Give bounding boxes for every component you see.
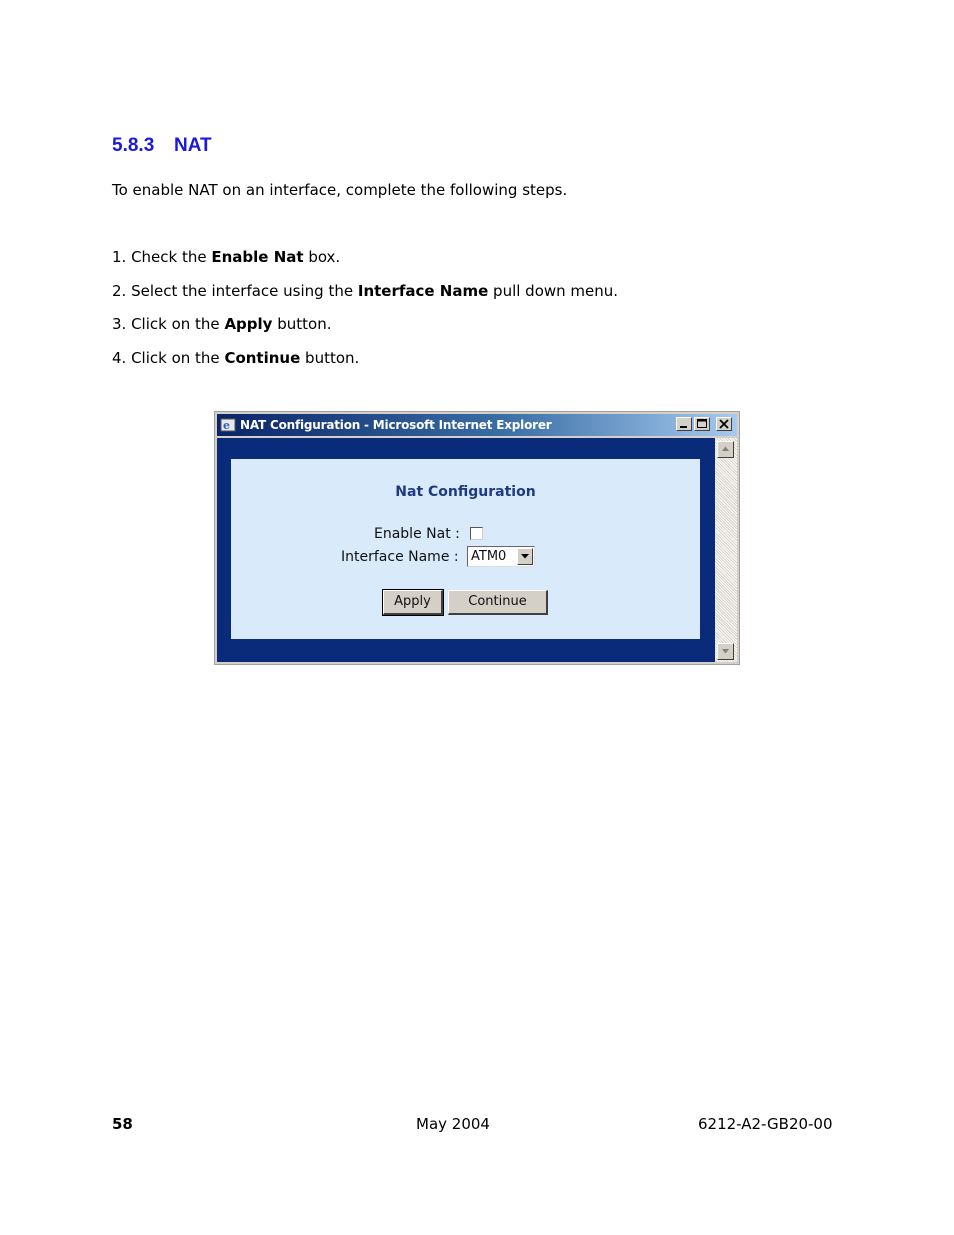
step-text: button. xyxy=(272,315,332,334)
step-text: 3. Click on the xyxy=(112,315,225,334)
page-number: 58 xyxy=(112,1115,133,1133)
step-item xyxy=(112,315,618,349)
step-keyword: Enable Nat xyxy=(211,248,304,266)
enable-nat-label: Enable Nat : xyxy=(374,526,460,542)
step-item xyxy=(112,282,618,316)
step-keyword: Continue xyxy=(224,349,301,368)
window-title: NAT Configuration - Microsoft Internet Explorer xyxy=(240,418,552,432)
interface-name-label: Interface Name : xyxy=(341,549,459,565)
ie-window xyxy=(214,411,740,665)
enable-nat-checkbox[interactable] xyxy=(470,527,483,540)
interface-name-select[interactable] xyxy=(467,546,535,567)
continue-button[interactable]: Continue xyxy=(448,590,548,615)
step-item xyxy=(112,349,618,383)
step-text: 2. Select the interface using the xyxy=(112,281,358,300)
interface-selected-value: ATM0 xyxy=(471,549,507,564)
step-text: 1. Check the xyxy=(112,248,212,266)
window-titlebar[interactable] xyxy=(217,414,737,436)
step-text: pull down menu. xyxy=(488,281,619,300)
footer-date: May 2004 xyxy=(416,1115,490,1133)
apply-button[interactable]: Apply xyxy=(383,590,443,615)
step-keyword: Apply xyxy=(224,315,273,334)
vertical-scrollbar[interactable] xyxy=(715,438,737,662)
maximize-icon[interactable] xyxy=(694,417,710,431)
step-text: 4. Click on the xyxy=(112,349,225,368)
step-text: box. xyxy=(303,248,341,266)
scroll-down-icon[interactable] xyxy=(717,643,734,660)
section-heading xyxy=(112,135,212,157)
close-icon[interactable] xyxy=(716,417,732,431)
form-title: Nat Configuration xyxy=(395,484,536,500)
intro-text: To enable NAT on an interface, complete the following steps. xyxy=(112,181,568,199)
scroll-up-icon[interactable] xyxy=(717,441,734,458)
document-number: 6212-A2-GB20-00 xyxy=(698,1115,833,1133)
step-keyword: Interface Name xyxy=(357,281,489,300)
nat-config-panel xyxy=(231,459,700,639)
step-item xyxy=(112,248,618,282)
steps-list xyxy=(112,248,618,383)
section-title: NAT xyxy=(174,135,212,156)
step-text: button. xyxy=(300,349,360,368)
section-number: 5.8.3 xyxy=(112,135,155,156)
dropdown-arrow-icon[interactable] xyxy=(517,548,533,565)
ie-icon xyxy=(220,417,238,433)
page-content-area xyxy=(217,438,715,662)
minimize-icon[interactable] xyxy=(676,417,692,431)
svg-text:e: e xyxy=(223,419,230,432)
